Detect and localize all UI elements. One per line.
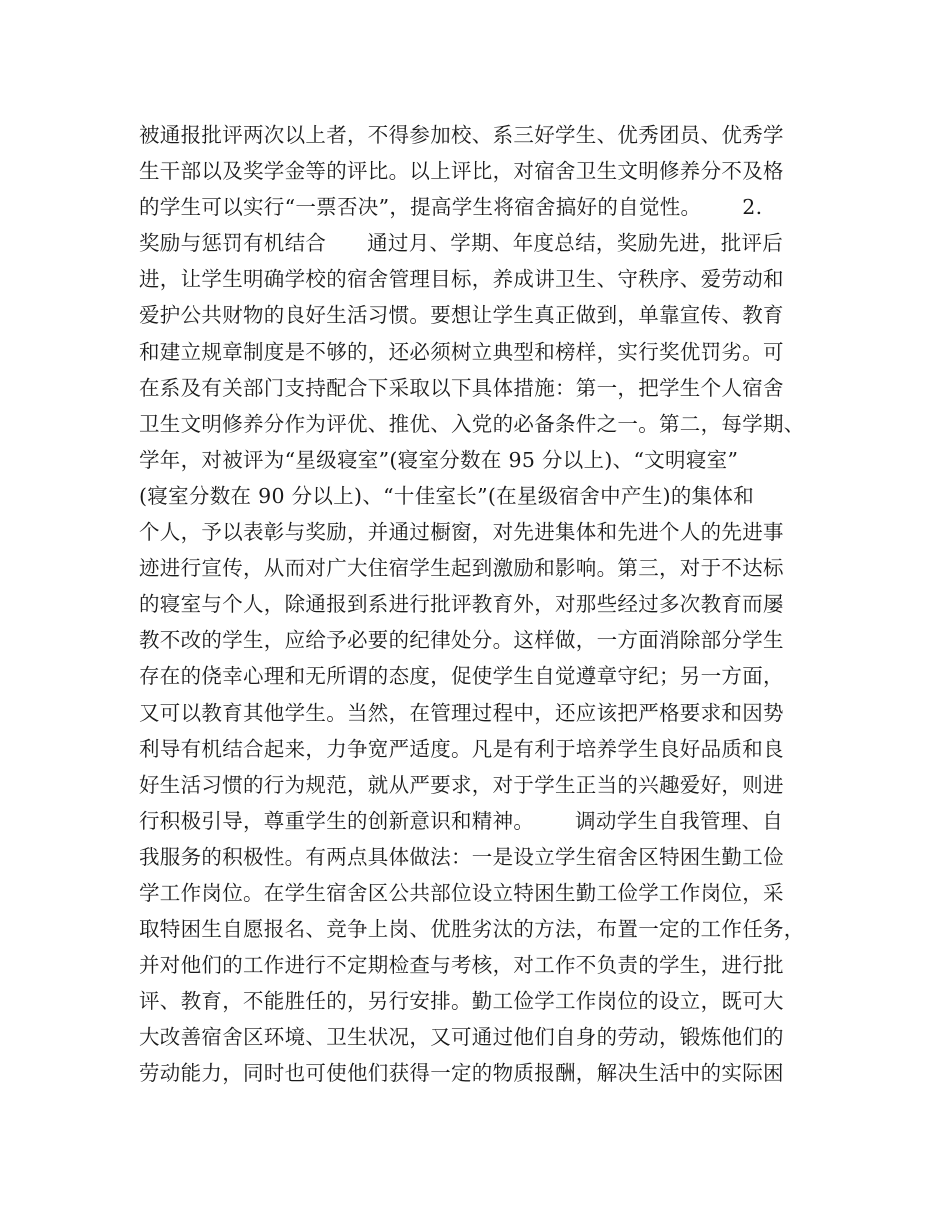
text-line: 进，让学生明确学校的宿舍管理目标，养成讲卫生、守秩序、爱劳动和 bbox=[139, 267, 784, 292]
text-line: 在系及有关部门支持配合下采取以下具体措施：第一，把学生个人宿舍 bbox=[139, 375, 784, 400]
text-line: 存在的侥幸心理和无所谓的态度，促使学生自觉遵章守纪；另一方面， bbox=[139, 664, 784, 689]
text-line: 卫生文明修养分作为评优、推优、入党的必备条件之一。第二，每学期、 bbox=[139, 411, 805, 436]
text-line: 又可以教育其他学生。当然，在管理过程中，还应该把严格要求和因势 bbox=[139, 700, 784, 725]
text-line: 爱护公共财物的良好生活习惯。要想让学生真正做到，单靠宣传、教育 bbox=[139, 303, 784, 328]
text-line: 劳动能力，同时也可使他们获得一定的物质报酬，解决生活中的实际困 bbox=[139, 1061, 784, 1086]
text-line: 的寝室与个人，除通报到系进行批评教育外，对那些经过多次教育而屡 bbox=[139, 592, 784, 617]
text-line: 大改善宿舍区环境、卫生状况，又可通过他们自身的劳动，锻炼他们的 bbox=[139, 1025, 784, 1050]
text-line: (寝室分数在 90 分以上)、“十佳室长”(在星级宿舍中产生)的集体和 bbox=[139, 483, 755, 508]
text-line: 好生活习惯的行为规范，就从严要求，对于学生正当的兴趣爱好，则进 bbox=[139, 772, 784, 797]
text-line: 利导有机结合起来，力争宽严适度。凡是有利于培养学生良好品质和良 bbox=[139, 736, 784, 761]
text-line: 奖励与惩罚有机结合 通过月、学期、年度总结，奖励先进，批评后 bbox=[139, 231, 784, 256]
text-line: 的学生可以实行“一票否决”，提高学生将宿舍搞好的自觉性。 2. bbox=[139, 195, 763, 220]
text-line: 行积极引导，尊重学生的创新意识和精神。 调动学生自我管理、自 bbox=[139, 808, 784, 833]
text-line: 迹进行宣传，从而对广大住宿学生起到激励和影响。第三，对于不达标 bbox=[139, 556, 784, 581]
text-line: 我服务的积极性。有两点具体做法：一是设立学生宿舍区特困生勤工俭 bbox=[139, 844, 784, 869]
text-line: 被通报批评两次以上者，不得参加校、系三好学生、优秀团员、优秀学 bbox=[139, 123, 784, 147]
text-line: 评、教育，不能胜任的，另行安排。勤工俭学工作岗位的设立，既可大 bbox=[139, 989, 784, 1014]
text-line: 学年，对被评为“星级寝室”(寝室分数在 95 分以上)、“文明寝室” bbox=[139, 447, 739, 472]
text-line: 教不改的学生，应给予必要的纪律处分。这样做，一方面消除部分学生 bbox=[139, 628, 784, 653]
text-line: 取特困生自愿报名、竞争上岗、优胜劣汰的方法，布置一定的工作任务， bbox=[139, 917, 805, 942]
text-line: 并对他们的工作进行不定期检查与考核，对工作不负责的学生，进行批 bbox=[139, 953, 784, 978]
text-line: 个人，予以表彰与奖励，并通过橱窗，对先进集体和先进个人的先进事 bbox=[139, 520, 784, 545]
body-text bbox=[139, 117, 839, 1092]
text-line: 学工作岗位。在学生宿舍区公共部位设立特困生勤工俭学工作岗位，采 bbox=[139, 880, 784, 905]
text-line: 和建立规章制度是不够的，还必须树立典型和榜样，实行奖优罚劣。可 bbox=[139, 339, 784, 364]
text-line: 生干部以及奖学金等的评比。以上评比，对宿舍卫生文明修养分不及格 bbox=[139, 159, 784, 184]
